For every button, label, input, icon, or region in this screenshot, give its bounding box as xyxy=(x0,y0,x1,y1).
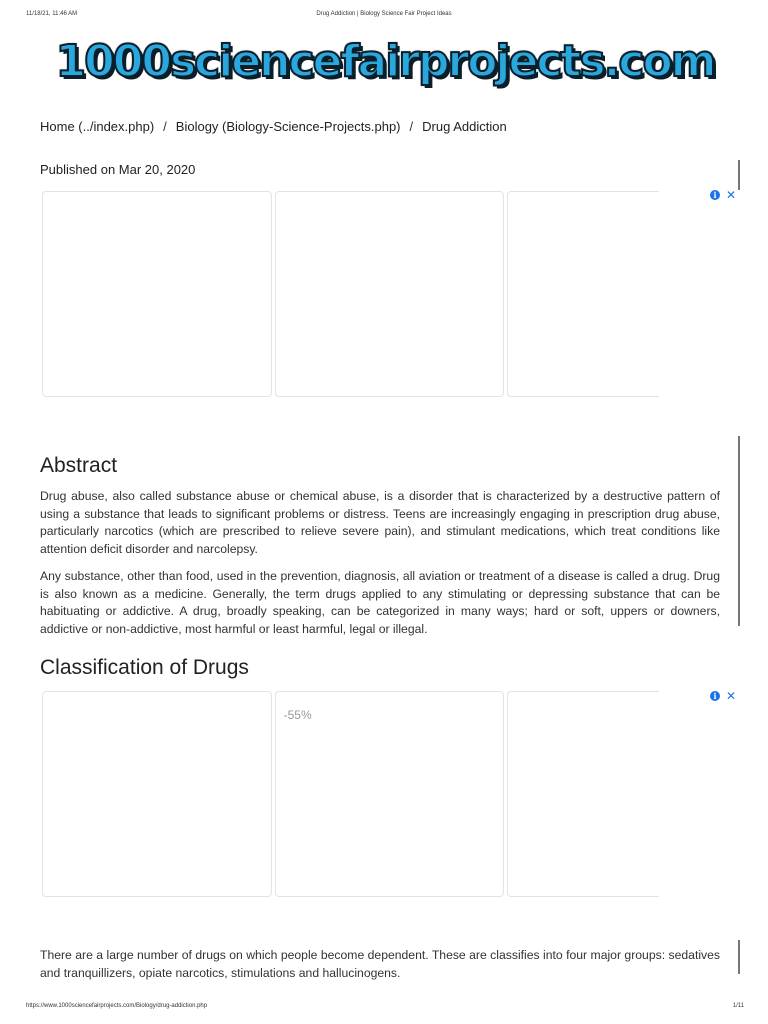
scrollbar-mark xyxy=(738,436,740,626)
ad-controls xyxy=(710,188,740,202)
ad-carousel xyxy=(42,191,662,399)
abstract-paragraph-2: Any substance, other than food, used in the prevention, diagnosis, all aviation or treatment of a disease is called a drug. Drug is also known as a medicine. Generally, the term drugs applied to any stimulating or depressing substance that can be habituating or addictive. A drug, broadly speaking, can be categorized in many ways; hard or soft, uppers or downers, addictive or non-addictive, most harmful or least harmful, legal or illegal. xyxy=(40,569,720,636)
breadcrumb-separator: / xyxy=(163,119,167,134)
ad-card[interactable] xyxy=(507,691,659,897)
ad-info-icon[interactable]: i xyxy=(710,691,720,701)
ad-close-icon[interactable]: ✕ xyxy=(726,689,737,703)
breadcrumb-biology-link[interactable]: Biology (Biology-Science-Projects.php) xyxy=(175,119,401,134)
print-page-title: Drug Addiction | Biology Science Fair Project Ideas xyxy=(316,11,452,17)
classification-heading: Classification of Drugs xyxy=(40,656,249,679)
ad-card[interactable] xyxy=(275,191,505,397)
site-logo-text: 1000sciencefairprojects.com xyxy=(55,35,715,87)
print-header xyxy=(0,11,768,21)
ad-info-icon[interactable]: i xyxy=(710,190,720,200)
ad-card[interactable] xyxy=(42,691,272,897)
scrollbar-mark xyxy=(738,940,740,974)
ad-card[interactable] xyxy=(507,191,659,397)
print-url: https://www.1000sciencefairprojects.com/Biology/drug-addiction.php xyxy=(26,1003,208,1009)
ad-controls xyxy=(710,689,740,703)
site-logo[interactable] xyxy=(55,26,715,96)
breadcrumb xyxy=(40,119,740,134)
abstract-heading: Abstract xyxy=(40,454,118,477)
classification-paragraph-1: There are a large number of drugs on which people become dependent. These are classifies into four major groups: sedatives and tranquillizers, opiate narcotics, stimulations and hallucinogens. xyxy=(40,948,720,980)
ad-close-icon[interactable]: ✕ xyxy=(726,188,737,202)
print-footer xyxy=(0,1003,768,1013)
breadcrumb-separator: / xyxy=(409,119,414,134)
ad-card[interactable] xyxy=(42,191,272,397)
ad-carousel xyxy=(42,691,662,899)
scrollbar-mark xyxy=(738,160,740,190)
breadcrumb-home-link[interactable]: Home (../index.php) xyxy=(40,119,155,134)
ad-card[interactable] xyxy=(275,691,505,897)
published-date: Published on Mar 20, 2020 xyxy=(40,162,196,177)
breadcrumb-current: Drug Addiction xyxy=(422,119,507,134)
print-date: 11/18/21, 11:46 AM xyxy=(26,11,78,17)
print-page-number: 1/11 xyxy=(732,1003,744,1009)
ad-discount-label: -55% xyxy=(283,708,312,722)
abstract-paragraph-1: Drug abuse, also called substance abuse or chemical abuse, is a disorder that is characterized by a destructive pattern of using a substance that leads to significant problems or distress. Teens are increasingly engaging in prescription drug abuse, particularly narcotics (which are prescribed to relieve severe pain), and stimulant medications, which treat conditions like attention deficit disorder and narcolepsy. xyxy=(40,489,720,556)
